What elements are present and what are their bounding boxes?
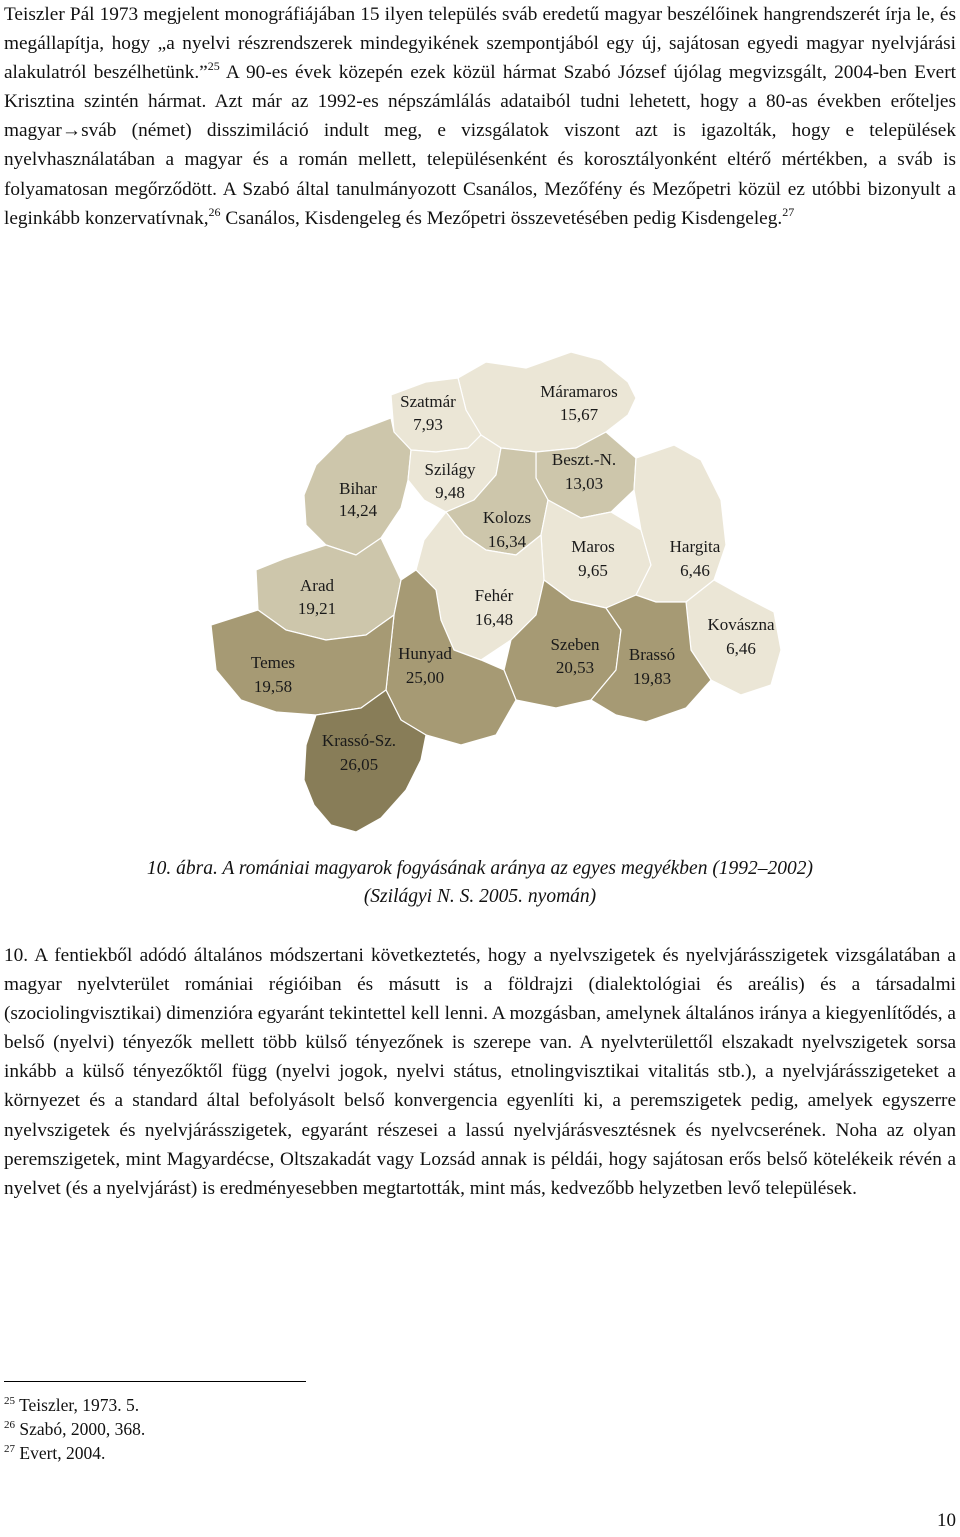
body-paragraph-2: 10. A fentiekből adódó általános módszertani következtetés, hogy a nyelvszigetek és nyelvjárásszigetek vizsgálatában a magyar nyelvterület romániai régióiban és másutt is a földrajzi (dialektológiai és areális) és a társadalmi (szociolingvisztikai) dimenzióra egyaránt tekintettel kell lenni. A mozgásban, amelynek általános iránya a kiegyenlítődés, a belső (nyelvi) tényezők mellett több külső tényezőnek is szerepe van. A nyelvterülettől elszakadt nyelvszigetek sorsa inkább a külső tényezőktől függ (nyelvi jogok, nyelvi státus, etnolingvisztikai vitalitás stb.), a nyelvjárásszigeteket a környezet és a standard által befolyásolt belső konvergencia egyenlíti ki, a peremszigetek pedig, amelyek egyszerre nyelvszigetek és nyelvjárásszigetek, egyaránt részesei a lassú nyelvjárásvesztésnek és nyelvcserének. Noha az olyan peremszigetek, mint Magyardécse, Oltszakadát vagy Lozsád annak is példái, hogy sajátosan erős belső kötelékeik révén a nyelvet (és a nyelvjárást) is eredményesebben megtartották, mint más, kedvezőbb helyzetben levő települések. [4,945,956,1199]
region-value-label: 14,24 [338,501,378,520]
region-name-label: Beszt.-N. [551,450,617,469]
page-number: 10 [937,1510,956,1531]
region-name-label: Szeben [550,635,600,654]
caption-line-2: (Szilágyi N. S. 2005. nyomán) [363,886,597,907]
region-name-label: Arad [300,576,334,595]
region-name-label: Hargita [669,537,721,556]
region-value-label: 6,46 [726,639,756,658]
body-paragraph-1: Teiszler Pál 1973 megjelent monográfiájában 15 ilyen település sváb eredetű magyar beszélőinek hangrendszerét írja le, és megállapítja, hogy „a nyelvi részrendszerek mindegyikének szempontjából egy új, sajátosan egyedi magyar nyelvjárási alakulatról beszélhetünk.”$^{25}$ A 90-es évek közepén ezek közül hármat Szabó József újólag megvizsgált, 2004-ben Evert Krisztina szintén hármat. Azt már az 1992-es népszámlálás adataiból tudni lehetett, hogy a 80-as években erőteljes magyar→sváb (német) disszimiláció indult meg, e vizsgálatok viszont azt is igazolták, hogy e települések nyelvhasználatában a magyar és a román mellett, településenként és korosztályonként eltérő mértékben, a sváb is folyamatosan megőrződött. A Szabó által tanulmányozott Csanálos, Mezőfény és Mezőpetri közül ez utóbbi bizonyult a leginkább konzervatívnak,$^{26}$ Csanálos, Kisdengeleg és Mezőpetri összevetésében pedig Kisdengeleg.$^{27}$ [4,4,956,229]
region-name-label: Brassó [628,645,676,664]
region-value-label: 19,83 [632,669,672,688]
map-svg [196,340,796,840]
region-name-label: Bihar [339,479,377,498]
region-value-label: 26,05 [339,755,379,774]
footnote-ref[interactable]: 25 [207,59,220,74]
region-name-label: Temes [250,653,296,672]
romania-county-map [196,340,796,840]
region-value-label: 19,58 [253,677,293,696]
figure-caption [0,855,960,911]
footnote-ref[interactable]: 27 [782,204,795,219]
region-value-label: 13,03 [564,474,604,493]
footnote-separator [4,1381,306,1382]
region-name-label: Máramaros [540,382,618,401]
region-value-label: 7,93 [413,415,443,434]
footnote-ref[interactable]: 26 [208,204,221,219]
region-value-label: 9,65 [578,561,608,580]
footnote-25: $^{25}$ Teiszler, 1973. 5. [4,1395,140,1415]
region-value-label: 6,46 [680,561,710,580]
footnote-26: $^{26}$ Szabó, 2000, 368. [4,1419,146,1439]
region-value-label: 19,21 [297,599,337,618]
region-value-label: 9,48 [435,483,465,502]
region-value-label: 16,34 [487,532,527,551]
caption-line-1: 10. ábra. A romániai magyarok fogyásának aránya az egyes megyékben (1992–2002) [146,858,814,879]
region-name-label: Szilágy [424,460,476,479]
region-name-label: Kolozs [482,508,532,527]
region-value-label: 20,53 [555,658,595,677]
region-name-label: Szatmár [400,392,456,411]
footnote-27: $^{27}$ Evert, 2004. [4,1443,106,1463]
region-name-label: Maros [571,537,615,556]
region-value-label: 15,67 [559,405,599,424]
region-name-label: Kovászna [707,615,775,634]
region-name-label: Fehér [474,586,514,605]
region-name-label: Hunyad [398,644,452,663]
region-name-label: Krassó-Sz. [321,731,397,750]
region-value-label: 25,00 [405,668,445,687]
region-value-label: 16,48 [474,610,514,629]
